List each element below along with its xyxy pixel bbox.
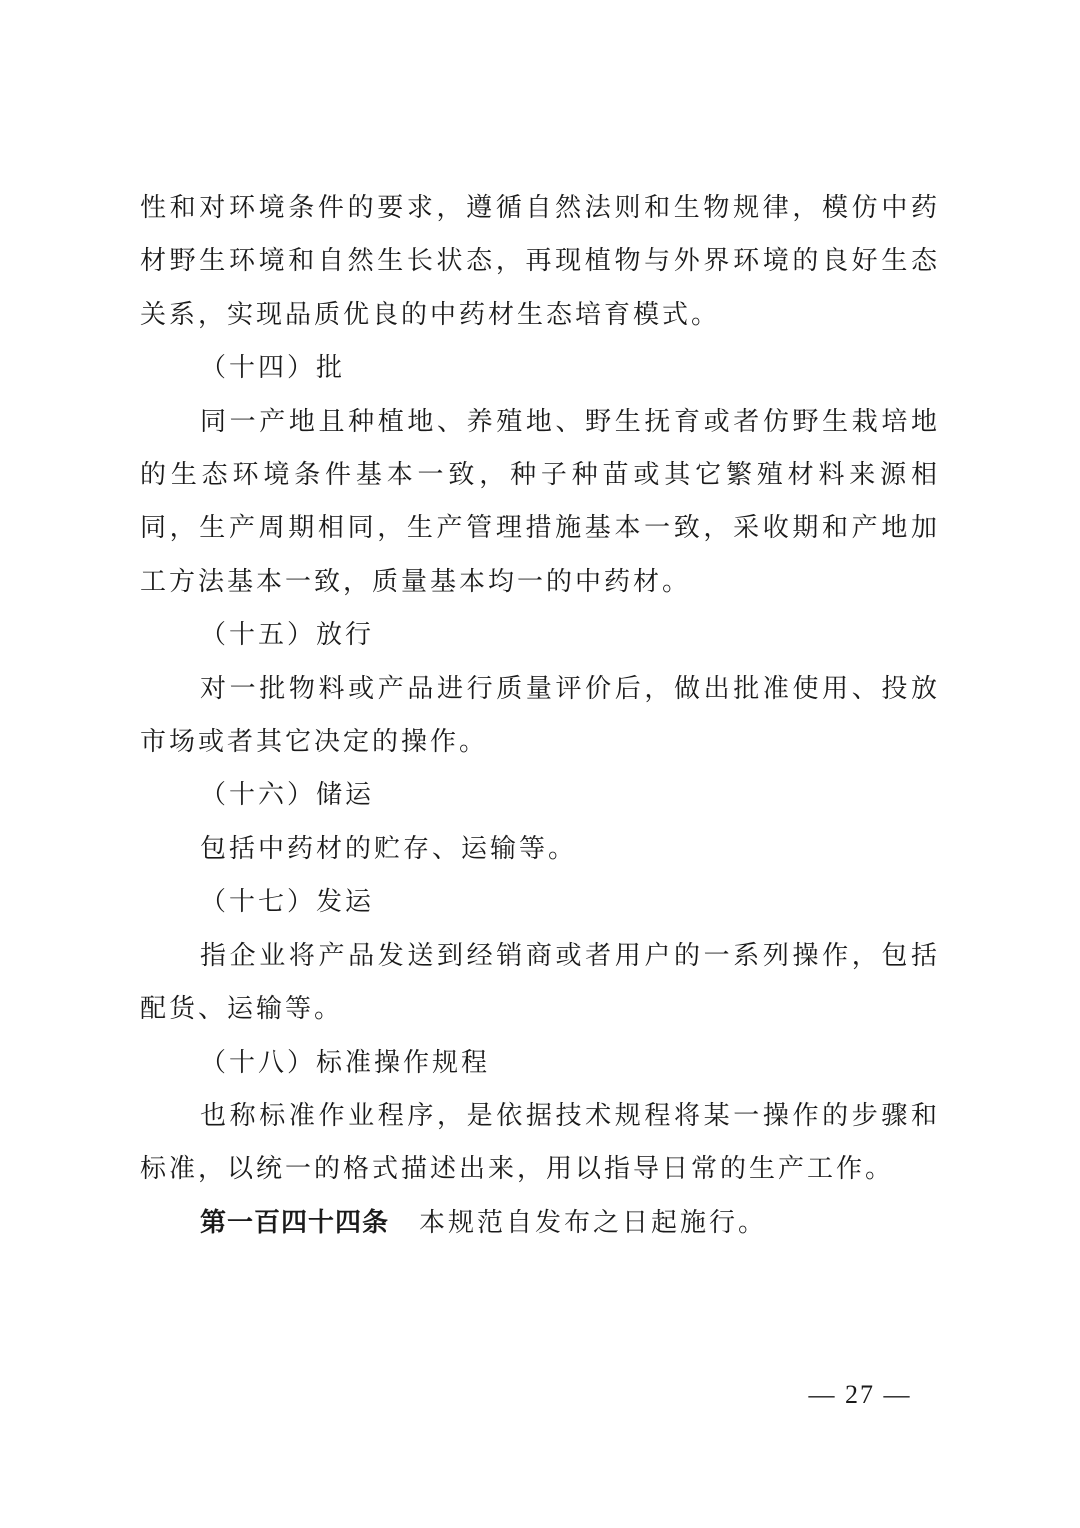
body-paragraph: 指企业将产品发送到经销商或者用户的一系列操作，包括配货、运输等。: [140, 940, 940, 1025]
section-heading: （十七）发运: [200, 887, 375, 918]
body-paragraph: 性和对环境条件的要求，遵循自然法则和生物规律，模仿中药材野生环境和自然生长状态，再现植物与外界环境的良好生态关系，实现品质优良的中药材生态培育模式。: [140, 193, 940, 330]
page-number: — 27 —: [808, 1380, 912, 1409]
section-heading: （十四）批: [200, 353, 346, 384]
section-heading: （十六）储运: [200, 780, 375, 811]
body-paragraph: 对一批物料或产品进行质量评价后，做出批准使用、投放市场或者其它决定的操作。: [140, 673, 940, 758]
body-paragraph: 包括中药材的贮存、运输等。: [200, 833, 578, 864]
body-paragraph: 也称标准作业程序，是依据技术规程将某一操作的步骤和标准，以统一的格式描述出来，用以指导日常的生产工作。: [140, 1100, 940, 1185]
body-paragraph: 同一产地且种植地、养殖地、野生抚育或者仿野生栽培地的生态环境条件基本一致，种子种苗或其它繁殖材料来源相同，生产周期相同，生产管理措施基本一致，采收期和产地加工方法基本一致，质量基本均一的中药材。: [140, 406, 940, 597]
article-paragraph: [140, 1197, 940, 1250]
body-text: [140, 182, 940, 1250]
article-text: 本规范自发布之日起施行。: [419, 1207, 768, 1238]
section-heading: （十五）放行: [200, 620, 375, 651]
article-label: 第一百四十四条: [200, 1207, 390, 1238]
section-heading: （十八）标准操作规程: [200, 1047, 491, 1078]
